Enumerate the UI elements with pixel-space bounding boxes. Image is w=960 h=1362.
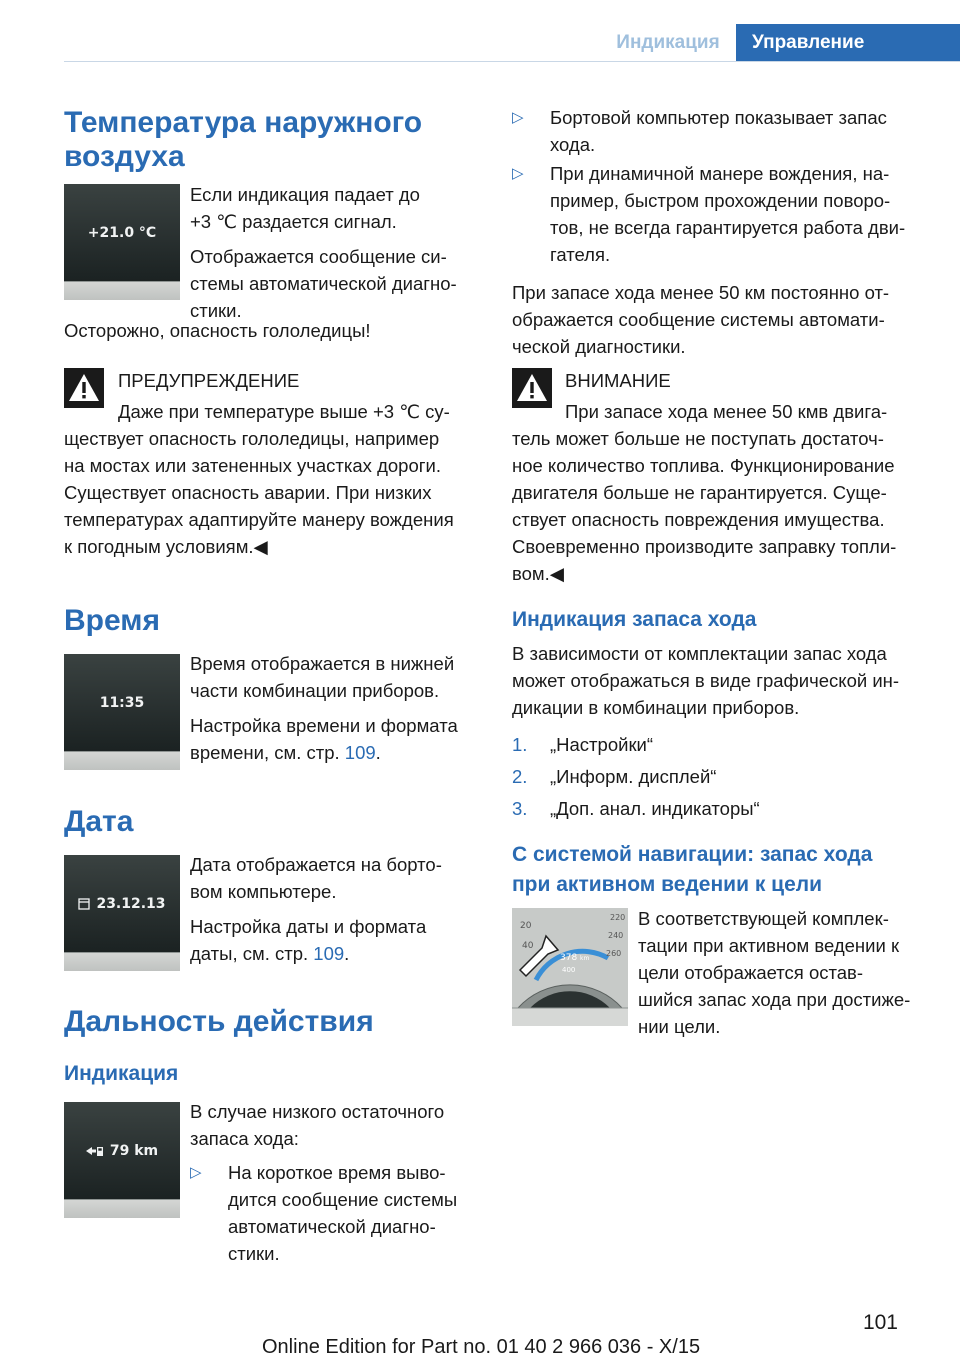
text-line: +3 ℃ раздается сигнал.	[190, 211, 397, 232]
text-line: В случае низкого остаточного	[190, 1101, 445, 1122]
attention-title: ВНИМАНИЕ	[565, 370, 671, 391]
page-link[interactable]: 109	[344, 742, 376, 763]
text-line: При динамичной манере вождения, на‐	[550, 163, 890, 184]
bullet-item	[512, 160, 932, 270]
text-line	[190, 739, 480, 766]
step-item	[512, 763, 932, 790]
text-line: В зависимости от комплектации запас хода	[512, 643, 887, 664]
text-line	[190, 940, 480, 967]
bullet-triangle-icon: ▷	[512, 165, 524, 182]
range-gauge-image	[512, 908, 628, 1026]
header-rule	[64, 61, 960, 62]
attention-icon	[512, 368, 552, 408]
gauge-label: 240	[608, 931, 624, 940]
text-line: Дата отображается на борто‐	[190, 854, 442, 875]
text-line: тации при активном ведении к	[638, 935, 900, 956]
gauge-reading: 378	[560, 953, 578, 963]
step-text: „Доп. анал. индикаторы“	[550, 798, 760, 819]
text-line: В соответствующей комплек‐	[638, 908, 889, 929]
subsection-title-navigation	[512, 840, 952, 900]
text-line: ображается сообщение системы автомати‐	[512, 309, 885, 330]
temperature-caution-text: Осторожно, опасность гололедицы!	[64, 320, 371, 341]
title-line: воздуха	[64, 140, 185, 173]
section-title-temperature	[64, 106, 422, 174]
text-line: цели отображается остав‐	[638, 962, 864, 983]
step-number: 3.	[512, 798, 528, 819]
online-edition-note: Online Edition for Part no. 01 40 2 966 036 - X/15	[262, 1336, 701, 1358]
time-text	[190, 650, 480, 766]
gauge-label: 400	[562, 966, 576, 974]
gauge-label: 20	[520, 921, 532, 931]
text-line: стики.	[228, 1243, 280, 1264]
time-display-image	[64, 654, 180, 770]
text-line: Бортовой компьютер показывает запас	[550, 107, 887, 128]
warning-line: Даже при температуре выше +3 ℃ су‐	[118, 401, 450, 422]
date-text	[190, 851, 480, 967]
temperature-display-image	[64, 184, 180, 300]
text-line: тель может больше не поступать достаточ‐	[512, 428, 884, 449]
text-line: тов, не всегда гарантируется работа дви‐	[550, 217, 906, 238]
bullet-item	[512, 104, 932, 160]
text-line: гателя.	[550, 244, 611, 265]
display-value: 79 km	[109, 1142, 159, 1159]
text-line: двигателя больше не гарантируется. Суще‐	[512, 482, 887, 503]
text-line: При запасе хода менее 50 км постоянно от‐	[512, 282, 890, 303]
text-line: шийся запас хода при достиже‐	[638, 989, 911, 1010]
fuel-pump-icon	[86, 1145, 104, 1157]
text-line: ществует опасность гололедицы, например	[64, 428, 440, 449]
warning-icon	[64, 368, 104, 408]
bullet-item	[190, 1159, 480, 1269]
date-display-image	[64, 855, 180, 971]
range-indication-text	[512, 640, 942, 721]
range-message-text	[512, 279, 942, 360]
text-line: температурах адаптируйте манеру вождения	[64, 509, 454, 530]
text-line: Своевременно производите заправку топли‐	[512, 536, 897, 557]
text-line: нии цели.	[638, 1016, 721, 1037]
text-line: Настройка времени и формата	[190, 715, 458, 736]
text-line: Если индикация падает до	[190, 184, 420, 205]
text-line: на мостах или затененных участках дороги.	[64, 455, 441, 476]
title-line: при активном ведении к цели	[512, 873, 822, 896]
section-title-date: Дата	[64, 805, 134, 838]
display-value: +21.0 °C	[87, 224, 157, 241]
text-line: ное количество топлива. Функционирование	[512, 455, 895, 476]
text-line: ческой диагностики.	[512, 336, 686, 357]
page-link[interactable]: 109	[313, 943, 345, 964]
warning-text	[64, 425, 484, 560]
step-text: „Информ. дисплей“	[550, 766, 717, 787]
gauge-unit: km	[580, 955, 590, 962]
subsection-title-indication: Индикация	[64, 1062, 179, 1085]
text-line: Существует опасность аварии. При низких	[64, 482, 432, 503]
section-title-range: Дальность действия	[64, 1005, 374, 1038]
bullet-triangle-icon: ▷	[190, 1164, 202, 1181]
range-display-image	[64, 1102, 180, 1218]
gauge-label: 220	[610, 913, 626, 922]
section-title-time: Время	[64, 604, 160, 637]
calendar-icon	[78, 898, 90, 910]
subsection-title-range-indication: Индикация запаса хода	[512, 608, 757, 631]
text-line: пример, быстром прохождении поворо‐	[550, 190, 891, 211]
warning-title: ПРЕДУПРЕЖДЕНИЕ	[118, 370, 300, 391]
text-line: На короткое время выво‐	[228, 1162, 446, 1183]
text-line: к погодным условиям.◀	[64, 536, 268, 557]
text-line: Время отображается в нижней	[190, 653, 455, 674]
text-line: дится сообщение системы	[228, 1189, 458, 1210]
step-item	[512, 795, 932, 822]
text-line: ствует опасность повреждения имущества.	[512, 509, 885, 530]
text-line: вом.◀	[512, 563, 564, 584]
page-number: 101	[862, 1311, 898, 1334]
text-line: автоматической диагно‐	[228, 1216, 436, 1237]
text-fragment: времени, см. стр.	[190, 742, 340, 763]
text-line: стемы автоматической диагно‐	[190, 273, 457, 294]
display-value: 23.12.13	[96, 895, 166, 912]
temperature-text	[190, 181, 480, 324]
attention-line: При запасе хода менее 50 кмв двига‐	[565, 401, 888, 422]
display-value: 11:35	[99, 694, 145, 711]
step-number: 2.	[512, 766, 528, 787]
text-line: части комбинации приборов.	[190, 680, 440, 701]
range-text	[190, 1098, 480, 1152]
gauge-label: 260	[606, 949, 622, 958]
header-tab-control[interactable]: Управление	[736, 24, 960, 61]
bullet-triangle-icon: ▷	[512, 109, 524, 126]
text-line: Настройка даты и формата	[190, 916, 427, 937]
title-line: С системой навигации: запас хода	[512, 843, 873, 866]
text-fragment: .	[375, 742, 381, 763]
text-line: вом компьютере.	[190, 881, 337, 902]
header-tab-indication[interactable]: Индикация	[616, 31, 720, 53]
text-line: может отображаться в виде графической ин‐	[512, 670, 900, 691]
text-fragment: даты, см. стр.	[190, 943, 309, 964]
step-item	[512, 731, 932, 758]
text-line: запаса хода:	[190, 1128, 299, 1149]
text-line: хода.	[550, 134, 596, 155]
gauge-label: 40	[522, 941, 534, 951]
text-line: стики.	[190, 300, 242, 321]
title-line: Температура наружного	[64, 106, 423, 139]
text-line: Отображается сообщение си‐	[190, 246, 447, 267]
navigation-text	[638, 905, 938, 1040]
step-text: „Настройки“	[550, 734, 654, 755]
text-line: дикации в комбинации приборов.	[512, 697, 800, 718]
step-number: 1.	[512, 734, 528, 755]
text-fragment: .	[344, 943, 350, 964]
attention-text	[512, 425, 942, 587]
